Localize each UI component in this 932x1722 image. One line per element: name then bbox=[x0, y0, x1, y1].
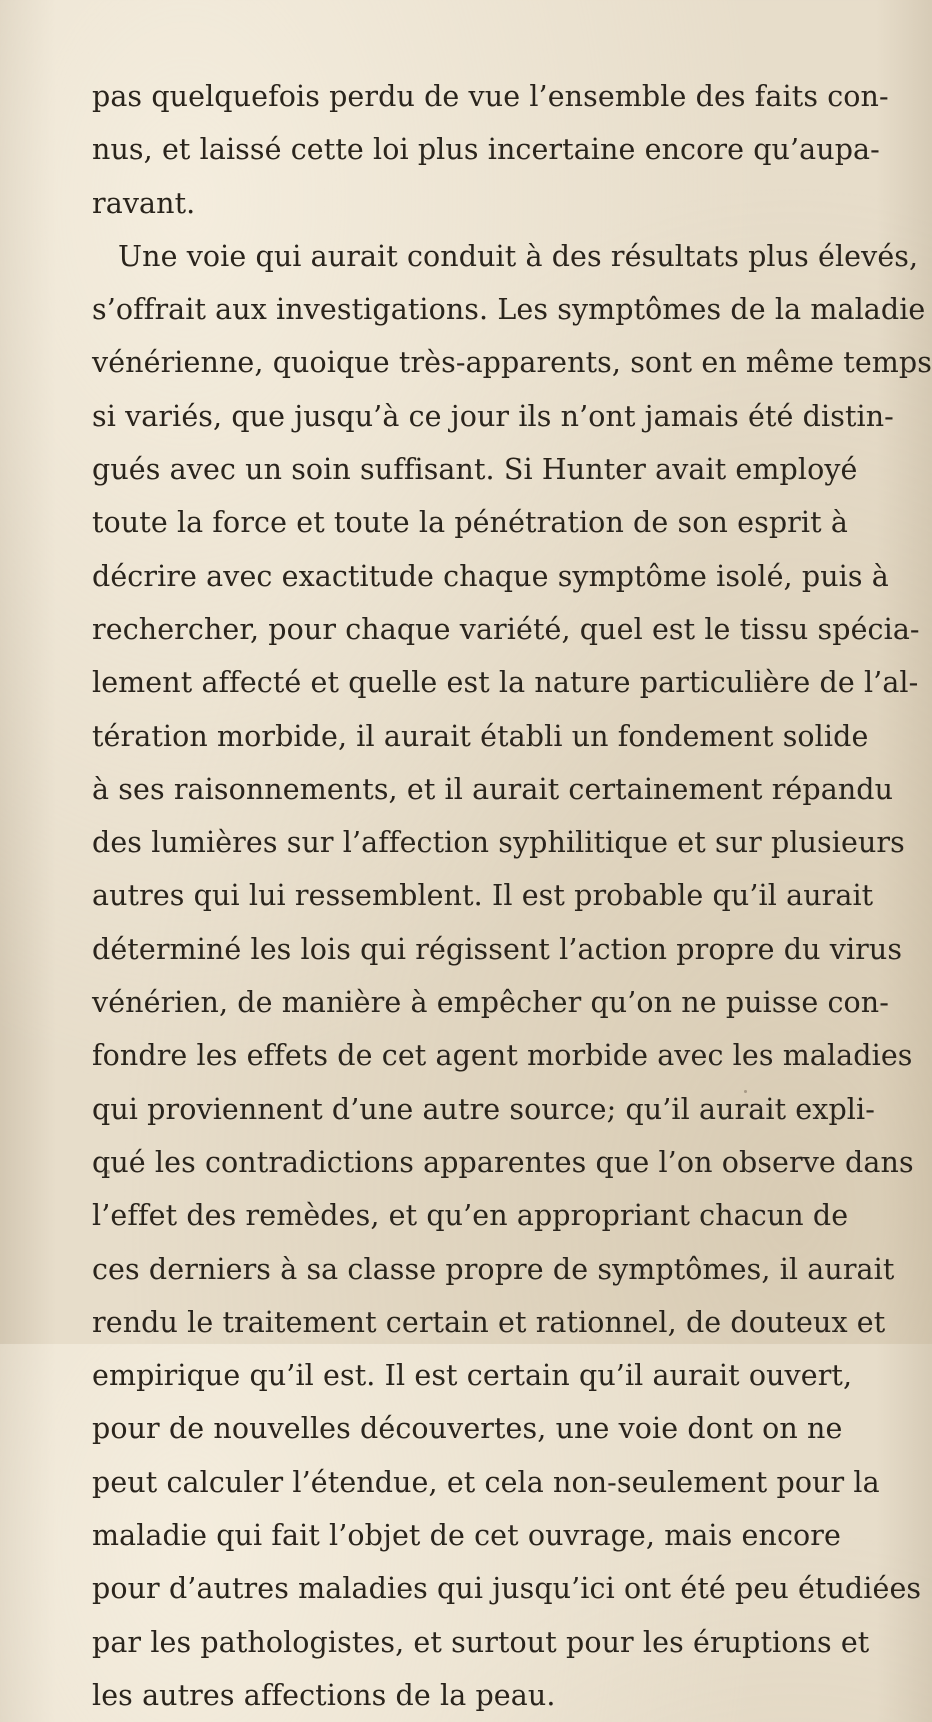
text-line: Une voie qui aurait conduit à des résultats plus élevés, bbox=[118, 239, 919, 273]
text-line: peut calculer l’étendue, et cela non-seulement pour la bbox=[92, 1465, 880, 1499]
text-line: autres qui lui ressemblent. Il est probable qu’il aurait bbox=[92, 879, 874, 913]
text-line: gués avec un soin suffisant. Si Hunter avait employé bbox=[92, 453, 858, 487]
text-line: ravant. bbox=[92, 186, 196, 220]
text-line: nus, et laissé cette loi plus incertaine encore qu’aupa- bbox=[92, 133, 880, 167]
text-line: pour de nouvelles découvertes, une voie dont on ne bbox=[92, 1412, 843, 1446]
text-line: lement affecté et quelle est la nature particulière de l’al- bbox=[92, 666, 919, 700]
text-line: ces derniers à sa classe propre de symptômes, il aurait bbox=[92, 1252, 895, 1286]
text-line: si variés, que jusqu’à ce jour ils n’ont jamais été distin- bbox=[92, 399, 894, 433]
text-line: vénérienne, quoique très-apparents, sont en même temps bbox=[92, 346, 932, 380]
paper-speck bbox=[106, 1170, 110, 1174]
text-line: qui proviennent d’une autre source; qu’il aurait expli- bbox=[92, 1092, 875, 1126]
text-line: fondre les effets de cet agent morbide avec les maladies bbox=[92, 1039, 913, 1073]
text-line: s’offrait aux investigations. Les symptômes de la maladie bbox=[92, 293, 926, 327]
paper-speck bbox=[760, 96, 763, 102]
paper-speck bbox=[642, 1272, 645, 1275]
text-line: rendu le traitement certain et rationnel, de douteux et bbox=[92, 1305, 886, 1339]
text-line: pas quelquefois perdu de vue l’ensemble des faits con- bbox=[92, 80, 889, 113]
text-line: décrire avec exactitude chaque symptôme isolé, puis à bbox=[92, 559, 889, 593]
text-line: rechercher, pour chaque variété, quel est le tissu spécia- bbox=[92, 612, 920, 646]
text-line: vénérien, de manière à empêcher qu’on ne puisse con- bbox=[92, 986, 889, 1020]
text-line: par les pathologistes, et surtout pour les éruptions et bbox=[92, 1625, 870, 1659]
text-line: des lumières sur l’affection syphilitique et sur plusieurs bbox=[92, 826, 905, 860]
text-line: les autres affections de la peau. bbox=[92, 1678, 556, 1712]
paper-speck bbox=[744, 1090, 747, 1093]
text-line: à ses raisonnements, et il aurait certainement répandu bbox=[92, 772, 894, 806]
text-line: qué les contradictions apparentes que l’on observe dans bbox=[92, 1145, 914, 1179]
text-line: l’effet des remèdes, et qu’en appropriant chacun de bbox=[92, 1199, 849, 1233]
text-line: déterminé les lois qui régissent l’action propre du virus bbox=[92, 932, 903, 966]
text-line: pour d’autres maladies qui jusqu’ici ont été peu étudiées bbox=[92, 1572, 922, 1606]
text-line: toute la force et toute la pénétration de son esprit à bbox=[92, 506, 848, 540]
body-text bbox=[92, 70, 932, 1722]
text-line: maladie qui fait l’objet de cet ouvrage, mais encore bbox=[92, 1519, 841, 1553]
text-line: empirique qu’il est. Il est certain qu’il aurait ouvert, bbox=[92, 1359, 853, 1393]
text-line: tération morbide, il aurait établi un fondement solide bbox=[92, 719, 869, 753]
